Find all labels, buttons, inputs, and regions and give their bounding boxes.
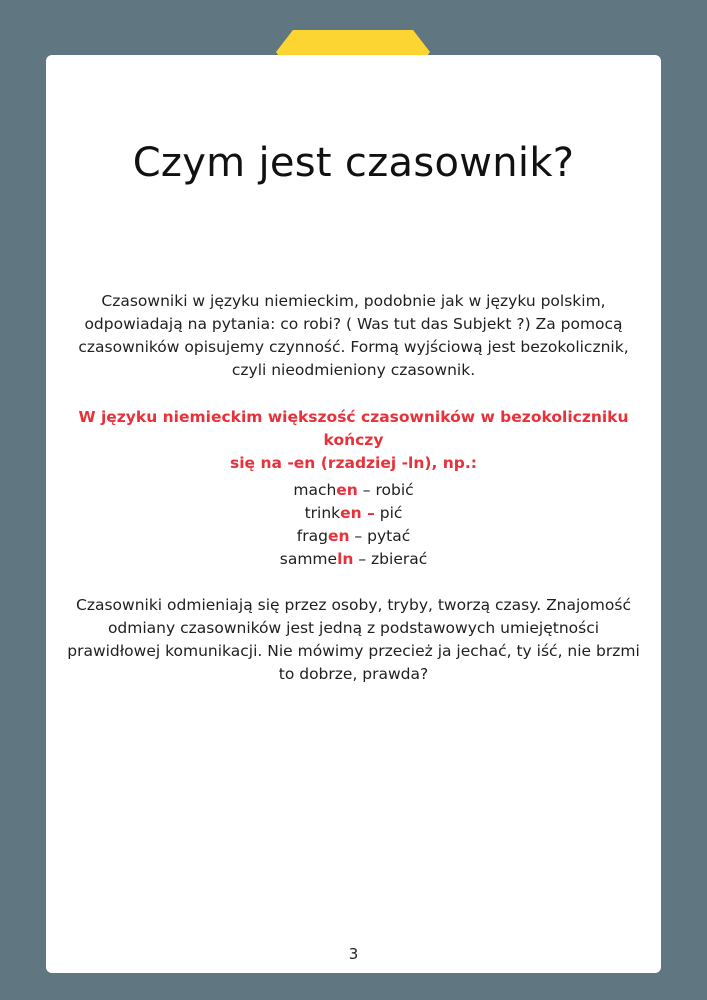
highlight-paragraph <box>46 406 661 475</box>
verb-stem: mach <box>293 481 337 499</box>
verb-dash: – <box>349 527 368 545</box>
page-title: Czym jest czasownik? <box>132 140 575 186</box>
verb-examples-list <box>46 479 661 571</box>
verb-ending: en <box>336 481 358 499</box>
conjugation-line: to dobrze, prawda? <box>278 665 429 683</box>
verb-example <box>46 525 661 548</box>
intro-line: Czasowniki w języku niemieckim, podobnie jak w języku polskim, <box>101 292 606 310</box>
conjugation-line: odmiany czasowników jest jedną z podstawowych umiejętności <box>107 619 600 637</box>
verb-ending: ln <box>337 550 354 568</box>
verb-dash: – <box>353 550 372 568</box>
conjugation-line: Czasowniki odmieniają się przez osoby, tryby, tworzą czasy. Znajomość <box>76 596 631 614</box>
intro-line: odpowiadają na pytania: co robi? ( Was tut das Subjekt ?) Za pomocą <box>84 315 623 333</box>
verb-example <box>46 502 661 525</box>
highlight-line: W języku niemieckim większość czasowników w bezokoliczniku kończy <box>78 408 629 449</box>
verb-dash: – <box>357 481 376 499</box>
verb-stem: trink <box>304 504 341 522</box>
verb-translation: pytać <box>367 527 411 545</box>
intro-line: czasowników opisujemy czynność. Formą wyjściową jest bezokolicznik, <box>78 338 629 356</box>
verb-translation: robić <box>375 481 414 499</box>
intro-paragraph <box>46 290 661 382</box>
verb-ending: en <box>327 527 350 545</box>
page-number: 3 <box>348 945 359 963</box>
conjugation-paragraph <box>46 594 661 686</box>
verb-translation: pić <box>379 504 403 522</box>
verb-stem: frag <box>296 527 328 545</box>
verb-translation: zbierać <box>371 550 428 568</box>
highlight-line: się na -en (rzadziej -ln), np.: <box>230 454 477 472</box>
intro-line: czyli nieodmieniony czasownik. <box>231 361 476 379</box>
verb-example <box>46 479 661 502</box>
verb-stem: samme <box>279 550 338 568</box>
conjugation-line: prawidłowej komunikacji. Nie mówimy przecież ja jechać, ty iść, nie brzmi <box>67 642 640 660</box>
verb-ending: en – <box>340 504 375 522</box>
verb-example <box>46 548 661 571</box>
